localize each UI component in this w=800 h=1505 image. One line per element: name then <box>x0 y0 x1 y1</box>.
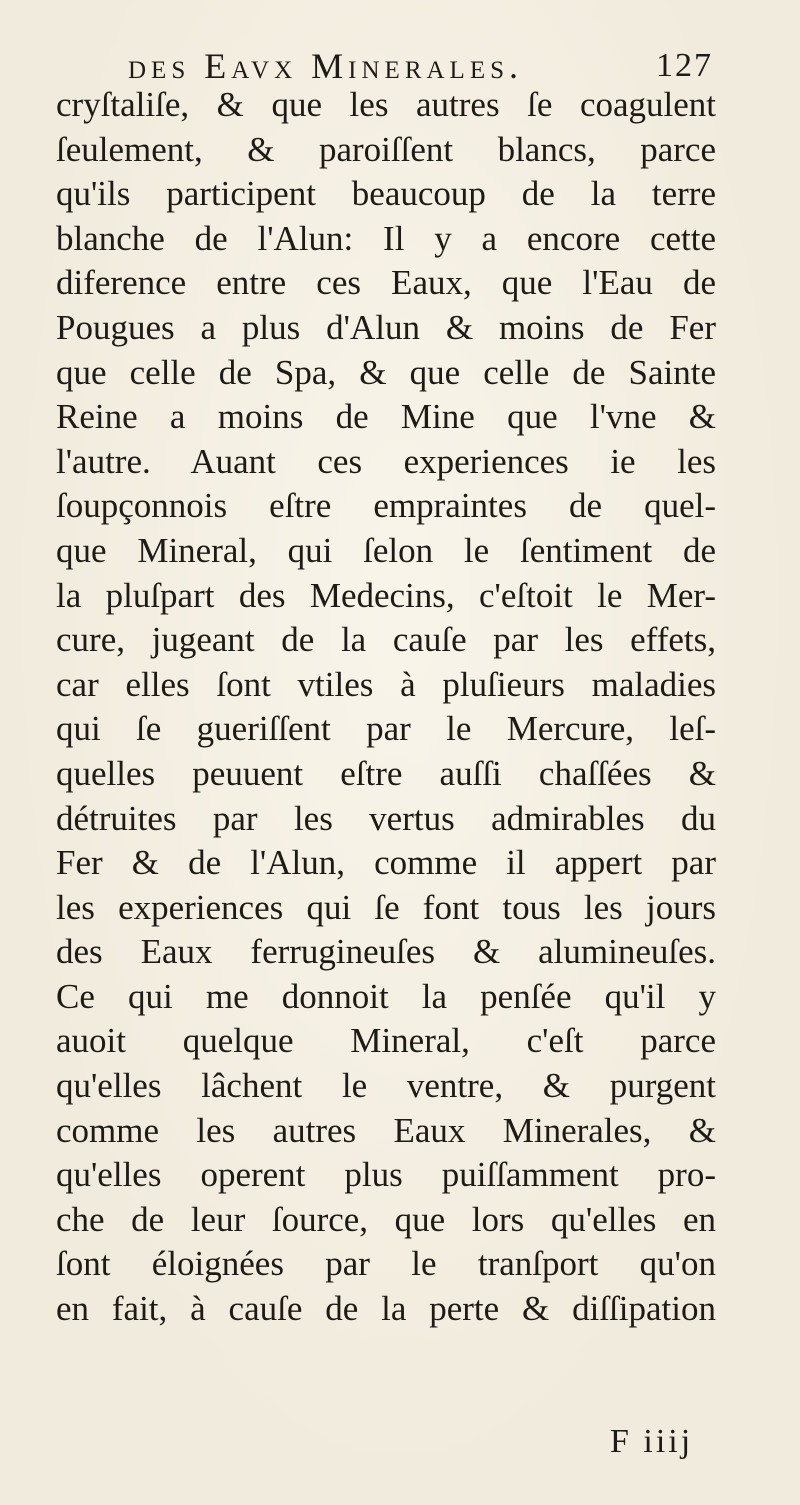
text-line: comme les autres Eaux Minerales, & <box>56 1110 716 1150</box>
signature-mark: F iiij <box>610 1423 694 1460</box>
text-line: Fer & de l'Alun, comme il appert par <box>56 843 716 883</box>
text-line: blanche de l'Alun: Il y a encore cette <box>56 218 716 258</box>
text-line: que celle de Spa, & que celle de Sainte <box>56 352 716 392</box>
text-line: auoit quelque Mineral, c'eſt parce <box>56 1021 716 1061</box>
text-line: Pougues a plus d'Alun & moins de Fer <box>56 307 716 347</box>
text-line: cure, jugeant de la cauſe par les effets, <box>56 620 716 660</box>
text-line: ſeulement, & paroiſſent blancs, parce <box>56 129 716 169</box>
page-number: 127 <box>656 47 713 84</box>
text-line: la pluſpart des Medecins, c'eſtoit le Mer- <box>56 575 716 615</box>
text-line: qui ſe gueriſſent par le Mercure, leſ- <box>56 709 716 749</box>
text-line: des Eaux ferrugineuſes & alumineuſes. <box>56 932 716 972</box>
body-text <box>56 83 716 1332</box>
text-line: l'autre. Auant ces experiences ie les <box>56 441 716 481</box>
running-head: des Eavx Minerales. <box>128 46 523 86</box>
text-line: quelles peuuent eſtre auſſi chaſſées & <box>56 753 716 793</box>
text-line: che de leur ſource, que lors qu'elles en <box>56 1199 716 1239</box>
text-line: les experiences qui ſe font tous les jours <box>56 887 716 927</box>
text-line: Ce qui me donnoit la penſée qu'il y <box>56 976 716 1016</box>
text-line: ſoupçonnois eſtre empraintes de quel- <box>56 486 716 526</box>
text-line: que Mineral, qui ſelon le ſentiment de <box>56 530 716 570</box>
text-line: détruites par les vertus admirables du <box>56 798 716 838</box>
text-line: diference entre ces Eaux, que l'Eau de <box>56 263 716 303</box>
text-line: qu'elles lâchent le ventre, & purgent <box>56 1066 716 1106</box>
text-line: en fait, à cauſe de la perte & diſſipation <box>56 1289 716 1329</box>
text-line: qu'ils participent beaucoup de la terre <box>56 174 716 214</box>
text-line: Reine a moins de Mine que l'vne & <box>56 397 716 437</box>
text-line: car elles ſont vtiles à pluſieurs maladies <box>56 664 716 704</box>
text-line: qu'elles operent plus puiſſamment pro- <box>56 1155 716 1195</box>
text-line: ſont éloignées par le tranſport qu'on <box>56 1244 716 1284</box>
text-line: cryſtaliſe, & que les autres ſe coagulent <box>56 85 716 124</box>
